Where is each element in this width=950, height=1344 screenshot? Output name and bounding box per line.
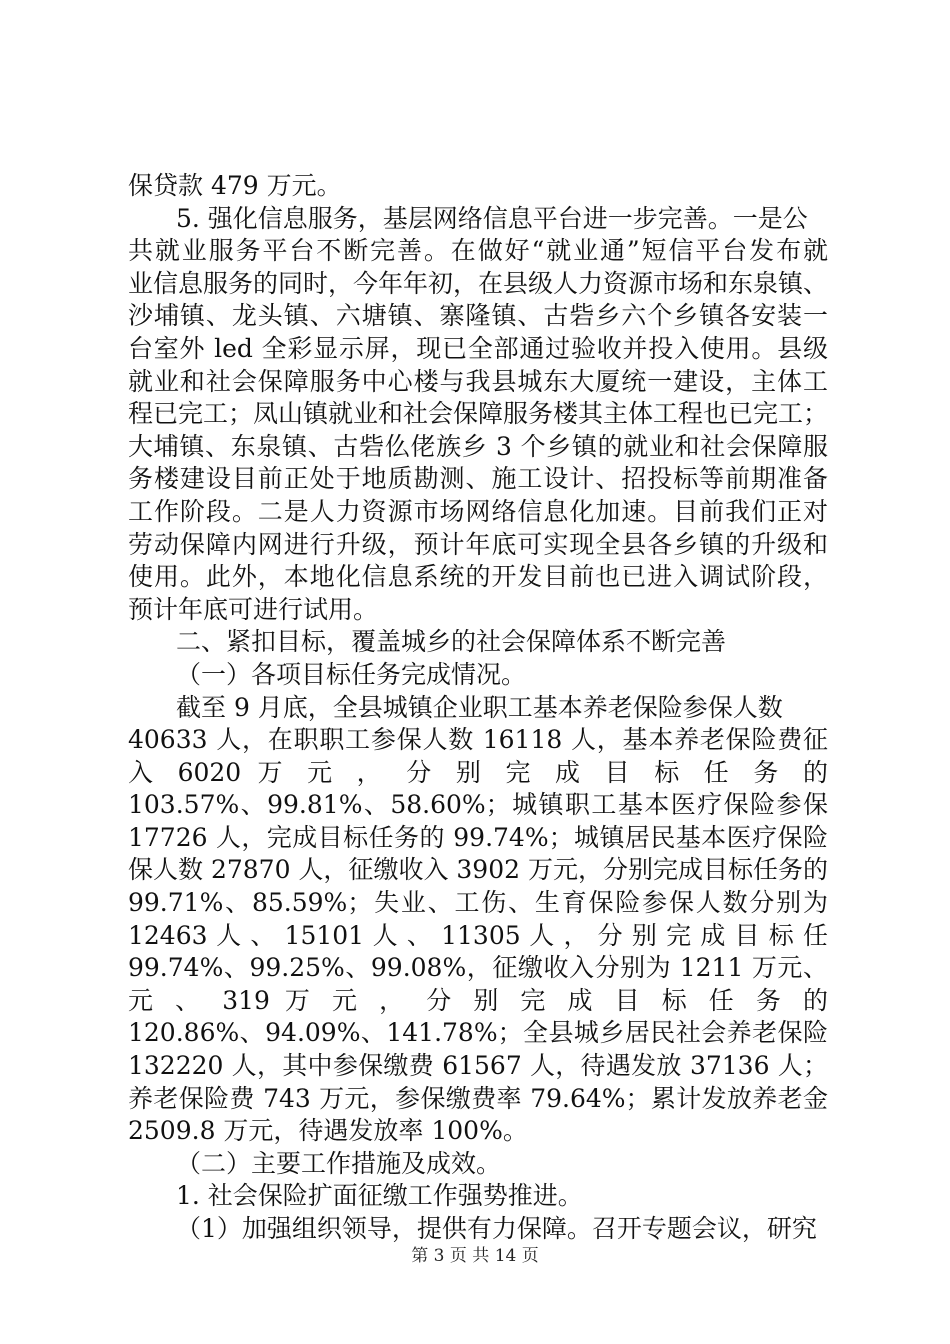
text-line: 养老保险费 743 万元，参保缴费率 79.64%；累计发放养老金 <box>128 1083 828 1113</box>
text-line: 40633 人，在职职工参保人数 16118 人，基本养老保险费征 <box>128 725 828 755</box>
text-line: 沙埔镇、龙头镇、六塘镇、寨隆镇、古砦乡六个乡镇各安装一 <box>128 301 828 331</box>
text-line: 入 6020 万 元 ， 分 别 完 成 目 标 任 务 的 <box>128 757 828 787</box>
text-line: 元 、 319 万 元 ， 分 别 完 成 目 标 任 务 的 <box>128 985 828 1015</box>
subsection-heading: （一）各项目标任务完成情况。 <box>176 659 527 689</box>
page-number-footer: 第 3 页 共 14 页 <box>411 1246 539 1266</box>
text-line: 17726 人，完成目标任务的 99.74%；城镇居民基本医疗保险 <box>128 822 828 852</box>
text-line: 99.74%、99.25%、99.08%，征缴收入分别为 1211 万元、 <box>128 953 828 983</box>
section-heading: 二、紧扣目标，覆盖城乡的社会保障体系不断完善 <box>176 627 727 657</box>
text-line: 2509.8 万元，待遇发放率 100%。 <box>128 1116 528 1146</box>
text-line: 劳动保障内网进行升级，预计年底可实现全县各乡镇的升级和 <box>128 529 828 559</box>
text-line: 共就业服务平台不断完善。在做好“就业通”短信平台发布就 <box>128 236 828 266</box>
body-text <box>128 170 828 1246</box>
text-line: 132220 人，其中参保缴费 61567 人，待遇发放 37136 人； <box>128 1051 828 1081</box>
text-line: 业信息服务的同时，今年年初，在县级人力资源市场和东泉镇、 <box>128 268 828 298</box>
text-line: 12463 人 、 15101 人 、 11305 人 ， 分 别 完 成 目 标 任 <box>128 920 828 950</box>
text-line: 程已完工；凤山镇就业和社会保障服务楼其主体工程也已完工； <box>128 399 828 429</box>
text-line: 120.86%、94.09%、141.78%；全县城乡居民社会养老保险 <box>128 1018 828 1048</box>
text-line: 就业和社会保障服务中心楼与我县城东大厦统一建设，主体工 <box>128 366 828 396</box>
text-line: 5. 强化信息服务，基层网络信息平台进一步完善。一是公 <box>176 203 808 233</box>
text-line: 保贷款 479 万元。 <box>128 171 342 200</box>
text-line: 务楼建设目前正处于地质勘测、施工设计、招投标等前期准备 <box>128 464 828 494</box>
text-line: 保人数 27870 人，征缴收入 3902 万元，分别完成目标任务的 <box>128 855 828 885</box>
text-line: 使用。此外，本地化信息系统的开发目前也已进入调试阶段， <box>128 562 828 592</box>
text-line: 大埔镇、东泉镇、古砦仫佬族乡 3 个乡镇的就业和社会保障服 <box>128 431 828 461</box>
text-line: （1）加强组织领导，提供有力保障。召开专题会议，研究 <box>176 1214 817 1243</box>
text-line: 103.57%、99.81%、58.60%；城镇职工基本医疗保险参保 <box>128 790 828 820</box>
text-line: 台室外 led 全彩显示屏，现已全部通过验收并投入使用。县级 <box>128 333 828 363</box>
text-line: 预计年底可进行试用。 <box>128 594 379 624</box>
text-line: 工作阶段。二是人力资源市场网络信息化加速。目前我们正对 <box>128 496 828 526</box>
text-line: 截至 9 月底，全县城镇企业职工基本养老保险参保人数 <box>176 692 783 722</box>
subsection-heading: （二）主要工作措施及成效。 <box>176 1148 502 1178</box>
item-heading: 1. 社会保险扩面征缴工作强势推进。 <box>176 1181 583 1211</box>
text-line: 99.71%、85.59%；失业、工伤、生育保险参保人数分别为 <box>128 888 828 918</box>
